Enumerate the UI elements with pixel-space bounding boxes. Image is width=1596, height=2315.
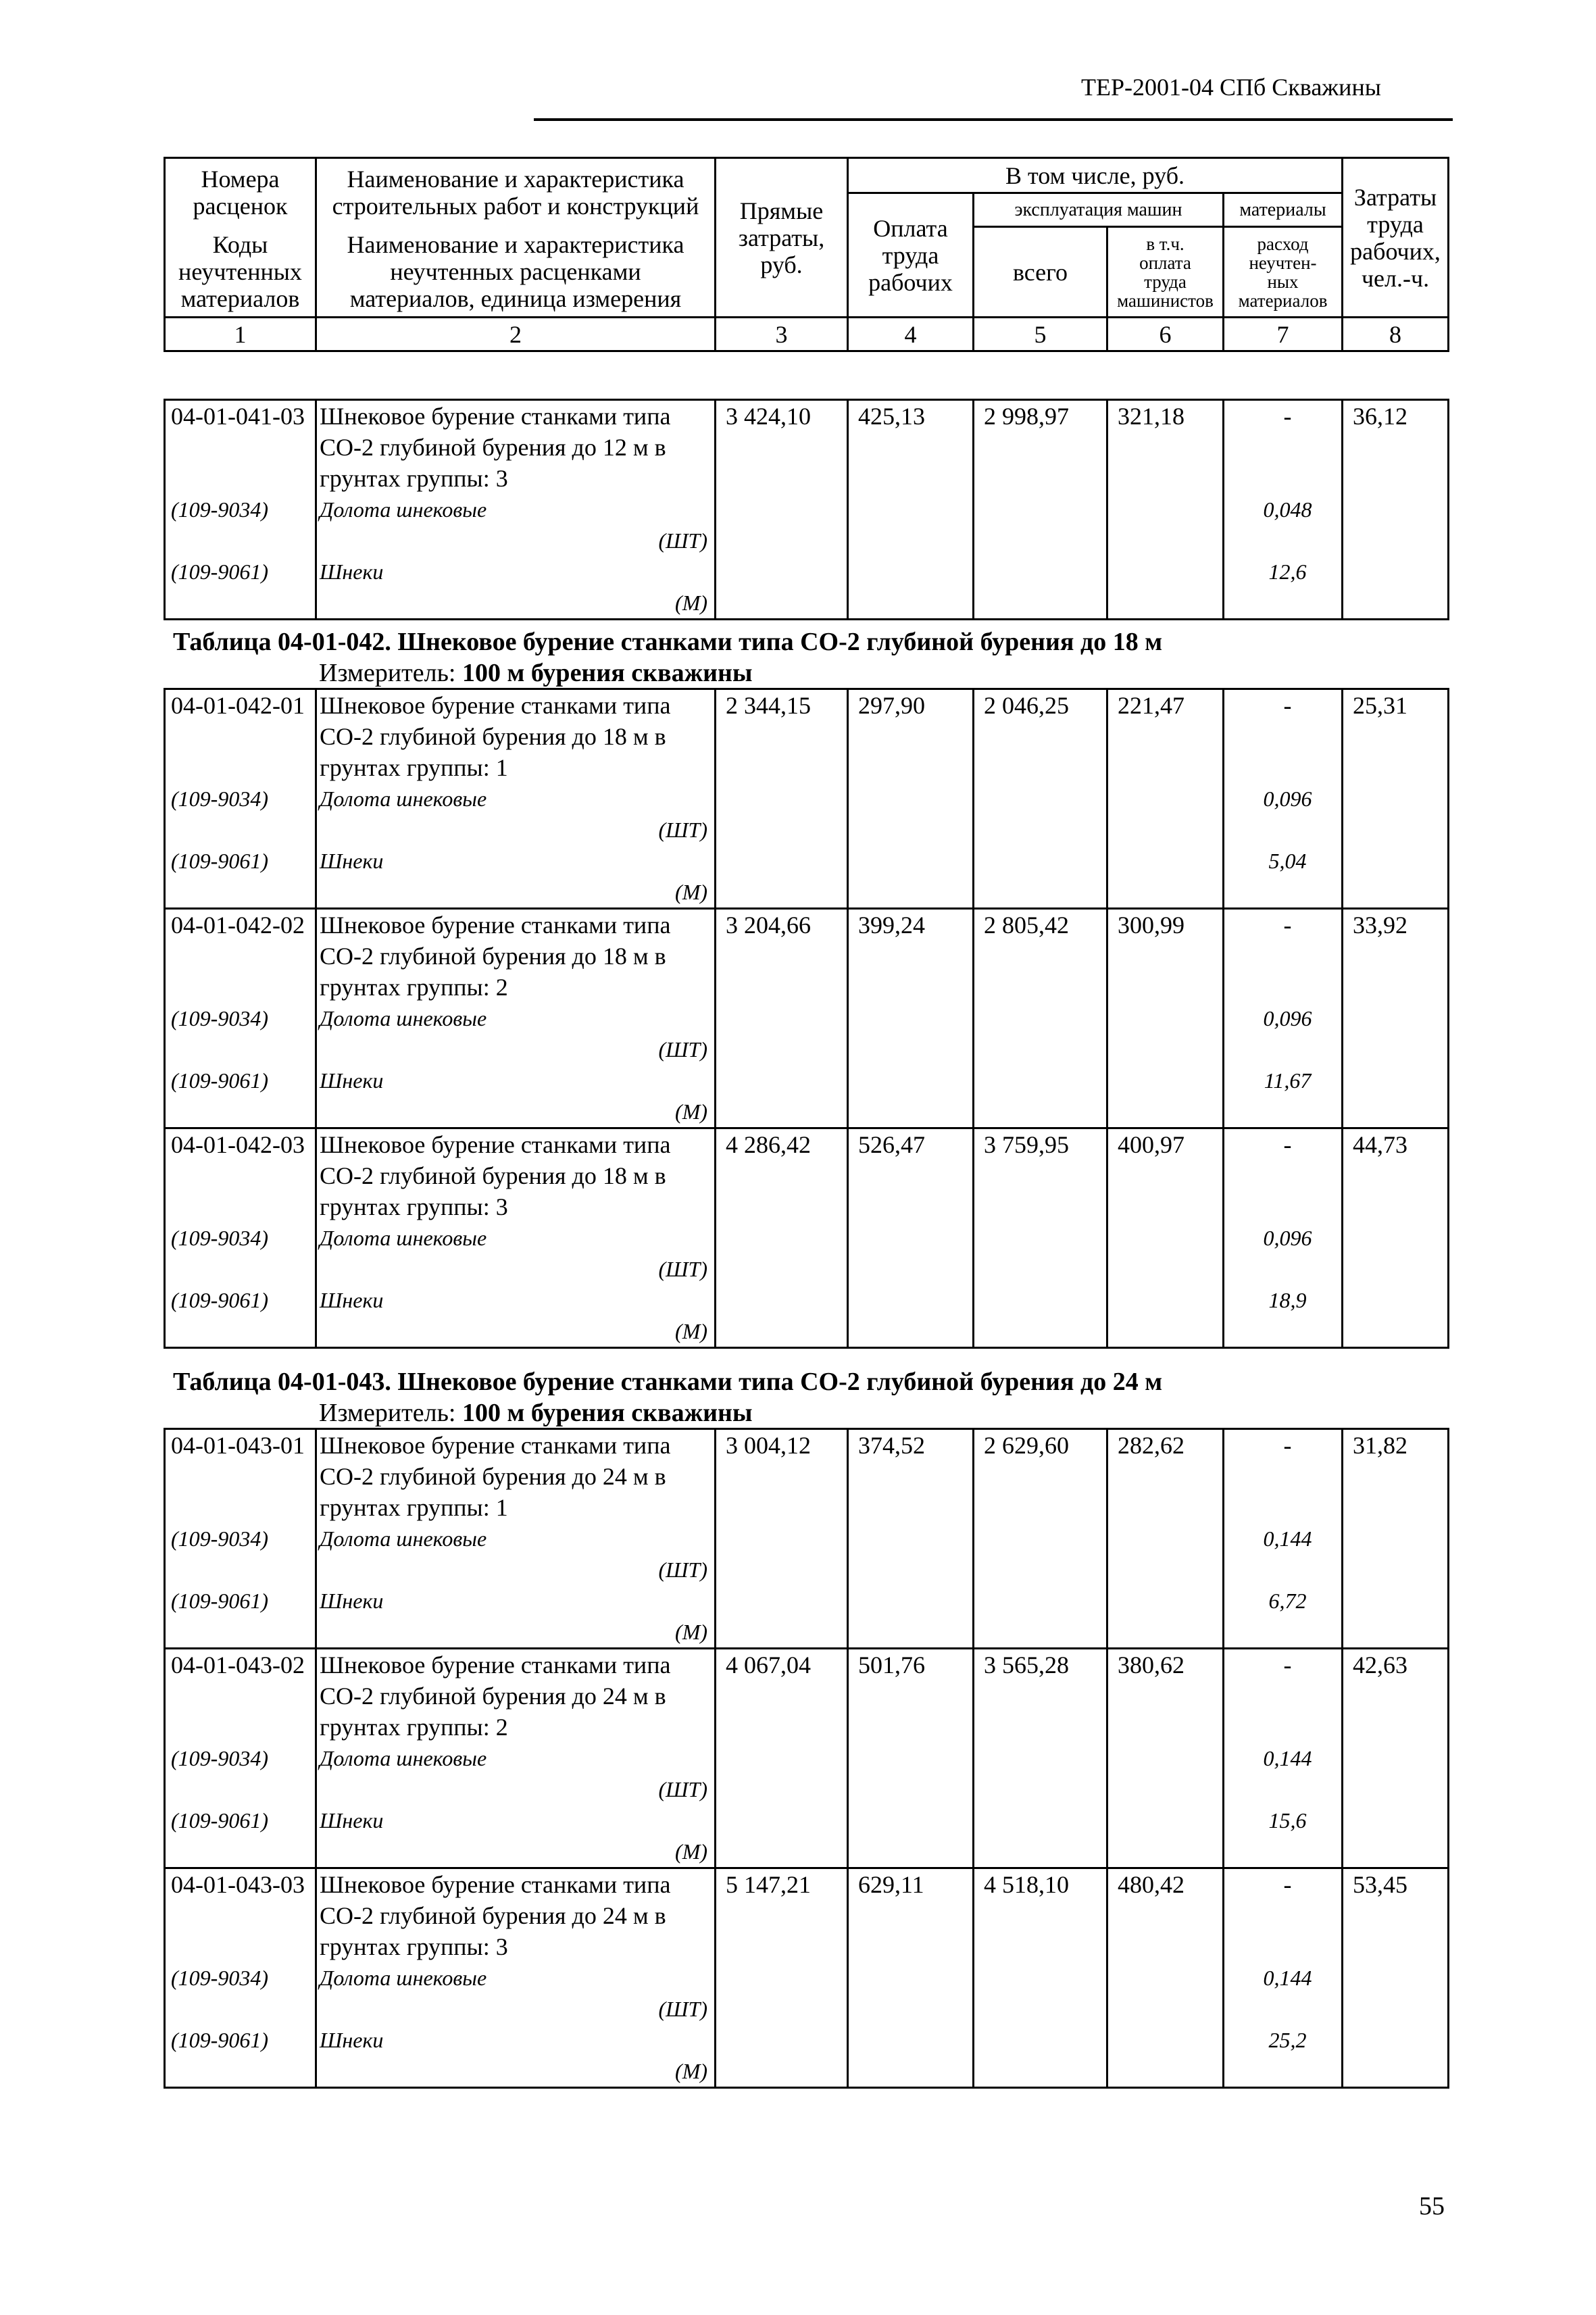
material-code: (109-9034) <box>171 1746 268 1770</box>
page-number: 55 <box>1419 2192 1445 2220</box>
material-code: (109-9034) <box>171 497 268 522</box>
material-qty: 0,096 <box>1263 1006 1312 1030</box>
material-qty: 0,144 <box>1263 1966 1312 1990</box>
machines-cost: 2 998,97 <box>974 400 1107 620</box>
materials-cell <box>1224 909 1343 1128</box>
materials-cost: - <box>1283 912 1292 939</box>
labor-hours: 25,31 <box>1343 689 1449 909</box>
material-qty: 0,144 <box>1263 1526 1312 1551</box>
work-name-line: Шнековое бурение станками типа <box>320 403 671 430</box>
material-qty: 5,04 <box>1268 849 1307 873</box>
machinists-cost: 400,97 <box>1107 1128 1224 1348</box>
header-num-1: 1 <box>165 318 316 351</box>
materials-cell <box>1224 1868 1343 2088</box>
table-row <box>165 1429 1449 1649</box>
material-name: Шнеки <box>320 1808 384 1833</box>
material-name: Шнеки <box>320 849 384 873</box>
work-name-line: Шнековое бурение станками типа <box>320 1131 671 1158</box>
rate-code-cell <box>165 1649 316 1868</box>
header-num-3: 3 <box>716 318 848 351</box>
table-row <box>165 689 1449 909</box>
material-code: (109-9034) <box>171 1966 268 1990</box>
material-qty: 0,048 <box>1263 497 1312 522</box>
material-name: Долота шнековые <box>320 1526 487 1551</box>
materials-cost: - <box>1283 692 1292 719</box>
table-measure: Измеритель: 100 м бурения скважины <box>319 659 753 687</box>
header-num-5: 5 <box>974 318 1107 351</box>
direct-costs: 3 424,10 <box>716 400 848 620</box>
material-unit: (ШТ) <box>658 818 707 842</box>
material-unit: (М) <box>675 1620 707 1644</box>
labor-cost: 297,90 <box>848 689 974 909</box>
header-group-title: В том числе, руб. <box>848 158 1343 193</box>
machinists-cost: 282,62 <box>1107 1429 1224 1649</box>
materials-cost: - <box>1283 1131 1292 1158</box>
materials-cell <box>1224 400 1343 620</box>
work-name-line: грунтах группы: 2 <box>320 974 508 1001</box>
material-code: (109-9034) <box>171 1006 268 1030</box>
direct-costs: 2 344,15 <box>716 689 848 909</box>
work-name-line: грунтах группы: 3 <box>320 465 508 492</box>
labor-cost: 425,13 <box>848 400 974 620</box>
materials-cell <box>1224 689 1343 909</box>
material-qty: 25,2 <box>1268 2028 1307 2052</box>
machines-cost: 3 759,95 <box>974 1128 1107 1348</box>
direct-costs: 3 204,66 <box>716 909 848 1128</box>
work-name-cell <box>316 689 716 909</box>
material-unit: (М) <box>675 1099 707 1124</box>
rate-code: 04-01-043-02 <box>171 1651 305 1678</box>
header-col6: в т.ч. оплата труда машинистов <box>1107 227 1224 318</box>
material-qty: 0,096 <box>1263 1226 1312 1250</box>
material-unit: (ШТ) <box>658 1777 707 1801</box>
materials-cell <box>1224 1128 1343 1348</box>
material-name: Шнеки <box>320 1068 384 1093</box>
material-name: Шнеки <box>320 559 384 584</box>
rate-code: 04-01-043-03 <box>171 1871 305 1898</box>
header-col7: расход неучтен- ных материалов <box>1224 227 1343 318</box>
material-name: Долота шнековые <box>320 1006 487 1030</box>
labor-hours: 36,12 <box>1343 400 1449 620</box>
material-code: (109-9061) <box>171 1589 268 1613</box>
material-unit: (ШТ) <box>658 1257 707 1281</box>
rate-code-cell <box>165 1429 316 1649</box>
material-qty: 18,9 <box>1268 1288 1307 1312</box>
material-qty: 12,6 <box>1268 559 1307 584</box>
material-code: (109-9034) <box>171 1226 268 1250</box>
work-name-line: Шнековое бурение станками типа <box>320 1432 671 1459</box>
material-code: (109-9061) <box>171 849 268 873</box>
materials-cost: - <box>1283 1432 1292 1459</box>
work-name-line: СО-2 глубиной бурения до 18 м в <box>320 943 666 970</box>
rate-table-043 <box>164 1428 1449 2089</box>
work-name-line: Шнековое бурение станками типа <box>320 1871 671 1898</box>
table-row <box>165 909 1449 1128</box>
header-num-4: 4 <box>848 318 974 351</box>
labor-hours: 53,45 <box>1343 1868 1449 2088</box>
work-name-line: СО-2 глубиной бурения до 24 м в <box>320 1902 666 1929</box>
material-code: (109-9061) <box>171 559 268 584</box>
rate-code-cell <box>165 909 316 1128</box>
table-row <box>165 400 1449 620</box>
machinists-cost: 321,18 <box>1107 400 1224 620</box>
materials-cell <box>1224 1429 1343 1649</box>
work-name-line: СО-2 глубиной бурения до 18 м в <box>320 1162 666 1189</box>
material-code: (109-9061) <box>171 2028 268 2052</box>
material-name: Долота шнековые <box>320 787 487 811</box>
rate-code-cell <box>165 1868 316 2088</box>
labor-cost: 374,52 <box>848 1429 974 1649</box>
machines-cost: 4 518,10 <box>974 1868 1107 2088</box>
work-name-line: СО-2 глубиной бурения до 24 м в <box>320 1683 666 1710</box>
labor-cost: 399,24 <box>848 909 974 1128</box>
header-col1-bottom: Коды неучтенных материалов <box>165 227 316 318</box>
work-name-cell <box>316 1649 716 1868</box>
material-unit: (М) <box>675 1319 707 1343</box>
material-unit: (ШТ) <box>658 1558 707 1582</box>
labor-cost: 629,11 <box>848 1868 974 2088</box>
material-code: (109-9034) <box>171 787 268 811</box>
machines-cost: 2 046,25 <box>974 689 1107 909</box>
material-unit: (М) <box>675 1839 707 1864</box>
rate-code: 04-01-041-03 <box>171 403 305 430</box>
work-name-line: грунтах группы: 1 <box>320 1494 508 1521</box>
material-unit: (ШТ) <box>658 1997 707 2021</box>
document-header: ТЕР-2001-04 СПб Скважины <box>1081 74 1381 101</box>
header-num-2: 2 <box>316 318 716 351</box>
work-name-cell <box>316 1429 716 1649</box>
labor-cost: 526,47 <box>848 1128 974 1348</box>
table-caption: Таблица 04-01-042. Шнековое бурение станками типа СО-2 глубиной бурения до 18 м <box>173 628 1163 656</box>
material-unit: (М) <box>675 591 707 615</box>
machinists-cost: 221,47 <box>1107 689 1224 909</box>
header-col3: Прямые затраты, руб. <box>716 158 848 318</box>
machines-cost: 3 565,28 <box>974 1649 1107 1868</box>
work-name-cell <box>316 1128 716 1348</box>
work-name-line: СО-2 глубиной бурения до 24 м в <box>320 1463 666 1490</box>
material-name: Долота шнековые <box>320 1226 487 1250</box>
header-col2-bottom: Наименование и характеристика неучтенных расценками материалов, единица измерения <box>316 227 716 318</box>
rate-code: 04-01-042-01 <box>171 692 305 719</box>
header-col5: всего <box>974 227 1107 318</box>
table-row <box>165 1649 1449 1868</box>
table-row <box>165 1128 1449 1348</box>
material-code: (109-9061) <box>171 1068 268 1093</box>
material-name: Шнеки <box>320 1589 384 1613</box>
work-name-line: СО-2 глубиной бурения до 18 м в <box>320 723 666 750</box>
header-machines-title: эксплуатация машин <box>974 193 1224 227</box>
rate-table-042 <box>164 688 1449 1349</box>
machinists-cost: 300,99 <box>1107 909 1224 1128</box>
material-name: Шнеки <box>320 2028 384 2052</box>
materials-cost: - <box>1283 1871 1292 1898</box>
material-name: Долота шнековые <box>320 1966 487 1990</box>
header-col4: Оплата труда рабочих <box>848 193 974 318</box>
work-name-line: Шнековое бурение станками типа <box>320 912 671 939</box>
material-code: (109-9034) <box>171 1526 268 1551</box>
material-name: Шнеки <box>320 1288 384 1312</box>
machinists-cost: 380,62 <box>1107 1649 1224 1868</box>
material-qty: 6,72 <box>1268 1589 1307 1613</box>
work-name-cell <box>316 400 716 620</box>
materials-cost: - <box>1283 403 1292 430</box>
header-materials-title: материалы <box>1224 193 1343 227</box>
material-code: (109-9061) <box>171 1288 268 1312</box>
labor-hours: 42,63 <box>1343 1649 1449 1868</box>
machinists-cost: 480,42 <box>1107 1868 1224 2088</box>
direct-costs: 3 004,12 <box>716 1429 848 1649</box>
header-rule <box>534 118 1453 121</box>
labor-hours: 44,73 <box>1343 1128 1449 1348</box>
machines-cost: 2 629,60 <box>974 1429 1107 1649</box>
header-col8: Затраты труда рабочих, чел.-ч. <box>1343 158 1449 318</box>
work-name-line: СО-2 глубиной бурения до 12 м в <box>320 434 666 461</box>
work-name-line: Шнековое бурение станками типа <box>320 1651 671 1678</box>
material-name: Долота шнековые <box>320 497 487 522</box>
direct-costs: 4 286,42 <box>716 1128 848 1348</box>
rate-code-cell <box>165 400 316 620</box>
material-name: Долота шнековые <box>320 1746 487 1770</box>
material-unit: (ШТ) <box>658 528 707 553</box>
work-name-line: Шнековое бурение станками типа <box>320 692 671 719</box>
material-qty: 11,67 <box>1264 1068 1312 1093</box>
header-num-7: 7 <box>1224 318 1343 351</box>
header-col2-top: Наименование и характеристика строительных работ и конструкций <box>316 158 716 227</box>
materials-cost: - <box>1283 1651 1292 1678</box>
rate-code: 04-01-042-03 <box>171 1131 305 1158</box>
direct-costs: 5 147,21 <box>716 1868 848 2088</box>
material-qty: 0,144 <box>1263 1746 1312 1770</box>
work-name-cell <box>316 909 716 1128</box>
rate-code-cell <box>165 689 316 909</box>
labor-hours: 33,92 <box>1343 909 1449 1128</box>
machines-cost: 2 805,42 <box>974 909 1107 1128</box>
header-num-8: 8 <box>1343 318 1449 351</box>
rate-code: 04-01-043-01 <box>171 1432 305 1459</box>
table-measure: Измеритель: 100 м бурения скважины <box>319 1399 753 1427</box>
material-qty: 0,096 <box>1263 787 1312 811</box>
direct-costs: 4 067,04 <box>716 1649 848 1868</box>
material-code: (109-9061) <box>171 1808 268 1833</box>
work-name-line: грунтах группы: 1 <box>320 754 508 781</box>
table-row <box>165 1868 1449 2088</box>
work-name-line: грунтах группы: 3 <box>320 1193 508 1220</box>
rate-table-041 <box>164 399 1449 620</box>
material-unit: (М) <box>675 880 707 904</box>
work-name-cell <box>316 1868 716 2088</box>
rate-code: 04-01-042-02 <box>171 912 305 939</box>
material-unit: (ШТ) <box>658 1037 707 1062</box>
header-num-6: 6 <box>1107 318 1224 351</box>
materials-cell <box>1224 1649 1343 1868</box>
work-name-line: грунтах группы: 2 <box>320 1714 508 1741</box>
table-header <box>164 157 1449 352</box>
table-caption: Таблица 04-01-043. Шнековое бурение станками типа СО-2 глубиной бурения до 24 м <box>173 1368 1163 1396</box>
material-unit: (М) <box>675 2059 707 2083</box>
material-qty: 15,6 <box>1268 1808 1307 1833</box>
labor-hours: 31,82 <box>1343 1429 1449 1649</box>
header-col1-top: Номера расценок <box>165 158 316 227</box>
labor-cost: 501,76 <box>848 1649 974 1868</box>
rate-code-cell <box>165 1128 316 1348</box>
work-name-line: грунтах группы: 3 <box>320 1933 508 1960</box>
